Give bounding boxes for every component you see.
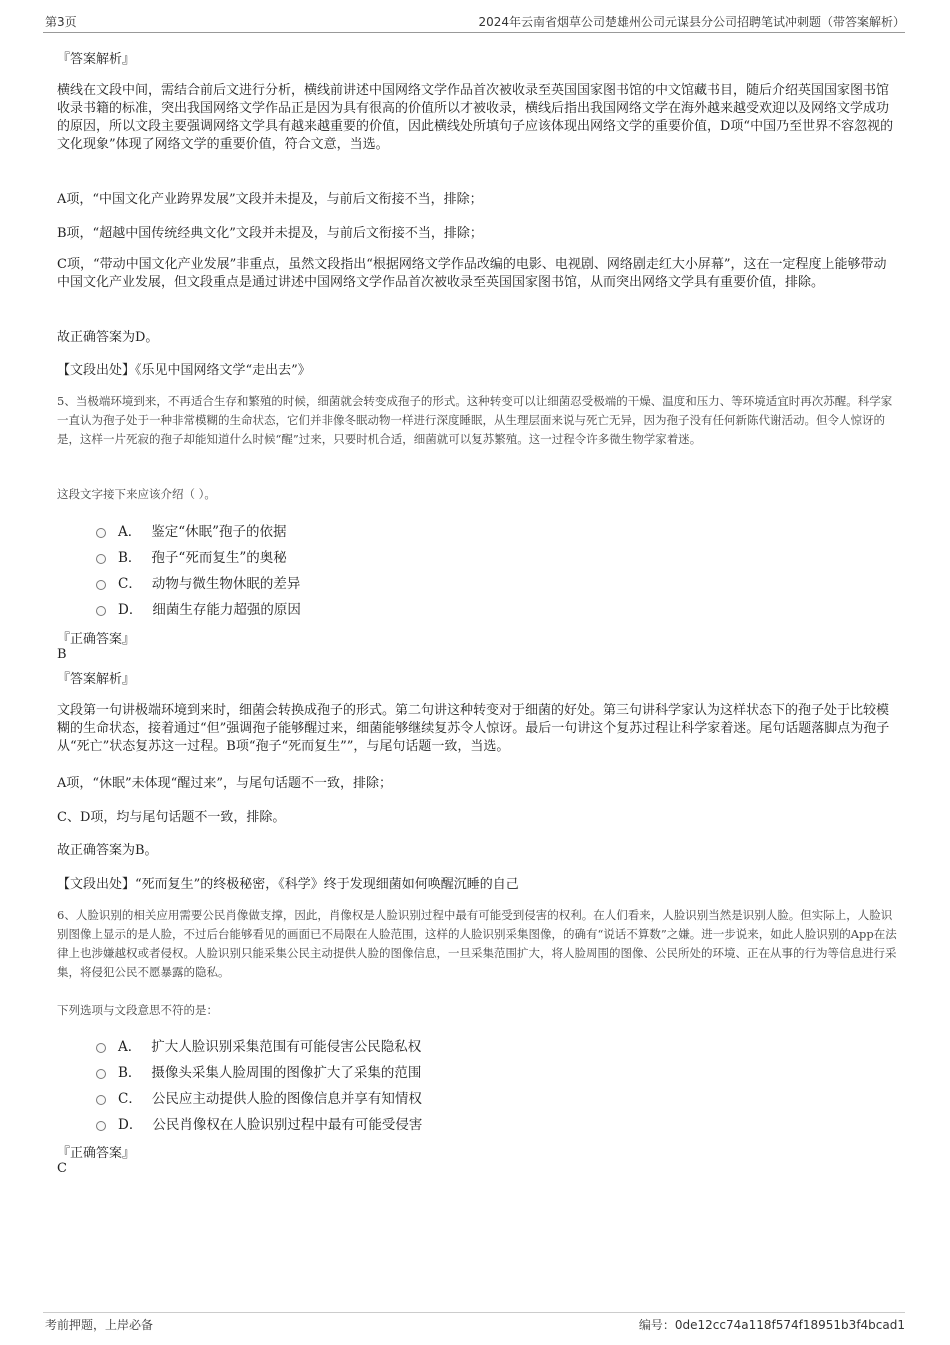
q6-option-c[interactable] <box>96 1087 422 1107</box>
q5-answer: B <box>57 647 67 662</box>
footer-slogan: 考前押题，上岸必备 <box>45 1318 154 1332</box>
q5-option-c-text: 动物与微生物休眠的差异 <box>151 576 301 592</box>
q5-question-text: 5、当极端环境到来，不再适合生存和繁殖的时候，细菌就会转变成孢子的形式。这种转变可以让细菌忍受极端的干燥、温度和压力、等环境适宜时再次苏醒。科学家一直认为孢子处于一种非常模糊的生命状态，它们并非像冬眠动物一样进行深度睡眠，从生理层面来说与死亡无异，因为孢子没有任何新陈代谢活动。但令人惊讶的是，这样一片死寂的孢子却能知道什么时候“醒”过来，只要时机合适，细菌就可以复苏繁殖。这一过程令许多微生物学家着迷。 <box>57 394 893 446</box>
q5-option-a-note: A项，“休眠”未体现“醒过来”，与尾句话题不一致，排除； <box>57 776 392 791</box>
radio-icon[interactable] <box>96 1043 106 1053</box>
q5-prompt: 这段文字接下来应该介绍（ ）。 <box>57 487 216 501</box>
q6-option-d-letter: D． <box>118 1117 143 1133</box>
document-id: 编号：0de12cc74a118f574f18951b3f4bcad1 <box>638 1318 905 1332</box>
q5-option-cd-note: C、D项，均与尾句话题不一致，排除。 <box>57 810 286 825</box>
document-title: 2024年云南省烟草公司楚雄州公司元谋县分公司招聘笔试冲刺题（带答案解析） <box>478 15 905 29</box>
q5-option-b[interactable] <box>96 546 287 566</box>
q5-option-a[interactable] <box>96 520 287 540</box>
q6-option-b-letter: B． <box>118 1065 142 1081</box>
q6-option-a-text: 扩大人脸识别采集范围有可能侵害公民隐私权 <box>151 1039 422 1055</box>
q6-prompt: 下列选项与文段意思不符的是： <box>57 1003 218 1017</box>
radio-icon[interactable] <box>96 580 106 590</box>
q6-option-d[interactable] <box>96 1113 422 1133</box>
q6-option-a-letter: A． <box>118 1039 142 1055</box>
radio-icon[interactable] <box>96 528 106 538</box>
q4-analysis-label: 『答案解析』 <box>57 52 136 67</box>
q6-option-b-text: 摄像头采集人脸周围的图像扩大了采集的范围 <box>151 1065 422 1081</box>
q5-option-d-letter: D． <box>118 602 143 618</box>
page-number: 第3页 <box>45 15 77 29</box>
q6-option-c-letter: C． <box>118 1091 142 1107</box>
q5-option-a-letter: A． <box>118 524 142 540</box>
q4-option-b-note: B项，“超越中国传统经典文化”文段并未提及，与前后文衔接不当，排除； <box>57 226 483 241</box>
q4-option-a-note: A项，“中国文化产业跨界发展”文段并未提及，与前后文衔接不当，排除； <box>57 192 483 207</box>
q5-option-c[interactable] <box>96 572 300 592</box>
q5-option-b-text: 孢子“死而复生”的奥秘 <box>151 550 287 566</box>
q5-option-a-text: 鉴定“休眠”孢子的依据 <box>151 524 287 540</box>
q4-source: 【文段出处】《乐见中国网络文学“走出去”》 <box>57 363 311 378</box>
q4-conclusion: 故正确答案为D。 <box>57 330 159 345</box>
footer-rule <box>43 1312 905 1313</box>
q5-source: 【文段出处】“死而复生”的终极秘密，《科学》终于发现细菌如何唤醒沉睡的自己 <box>57 877 519 892</box>
q5-analysis-label: 『答案解析』 <box>57 672 136 687</box>
q6-answer: C <box>57 1161 67 1176</box>
q6-option-d-text: 公民肖像权在人脸识别过程中最有可能受侵害 <box>152 1117 423 1133</box>
header-rule <box>43 32 905 33</box>
q6-answer-label: 『正确答案』 <box>57 1146 136 1161</box>
radio-icon[interactable] <box>96 606 106 616</box>
q6-question-text: 6、人脸识别的相关应用需要公民肖像做支撑，因此，肖像权是人脸识别过程中最有可能受到侵害的权利。在人们看来，人脸识别当然是识别人脸。但实际上，人脸识别图像上显示的是人脸，不过后台能够看见的画面已不局限在人脸范围，这样的人脸识别采集图像，的确有“说话不算数”之嫌。进一步说来，如此人脸识别的App在法律上也涉嫌越权或者侵权。人脸识别只能采集公民主动提供人脸的图像信息，一旦采集范围扩大，将人脸周围的图像、公民所处的环境、正在从事的行为等信息进行采集，将侵犯公民不愿暴露的隐私。 <box>57 908 897 979</box>
radio-icon[interactable] <box>96 554 106 564</box>
q6-option-b[interactable] <box>96 1061 421 1081</box>
q5-answer-label: 『正确答案』 <box>57 632 136 647</box>
q5-option-c-letter: C． <box>118 576 142 592</box>
q5-option-b-letter: B． <box>118 550 142 566</box>
q5-conclusion: 故正确答案为B。 <box>57 843 158 858</box>
q6-option-a[interactable] <box>96 1035 421 1055</box>
q5-option-d[interactable] <box>96 598 301 618</box>
q6-option-c-text: 公民应主动提供人脸的图像信息并享有知情权 <box>151 1091 422 1107</box>
q5-option-d-text: 细菌生存能力超强的原因 <box>152 602 301 618</box>
radio-icon[interactable] <box>96 1095 106 1105</box>
radio-icon[interactable] <box>96 1121 106 1131</box>
radio-icon[interactable] <box>96 1069 106 1079</box>
q5-analysis: 文段第一句讲极端环境到来时，细菌会转换成孢子的形式。第二句讲这种转变对于细菌的好处。第三句讲科学家认为这样状态下的孢子处于比较模糊的生命状态，接着通过“但”强调孢子能够醒过来，细菌能够继续复苏令人惊讶。最后一句讲这个复苏过程让科学家着迷。尾句话题落脚点为孢子从“死亡”状态复苏这一过程。B项“孢子“死而复生””，与尾句话题一致，当选。 <box>57 703 890 754</box>
q4-analysis: 横线在文段中间，需结合前后文进行分析，横线前讲述中国网络文学作品首次被收录至英国国家图书馆的中文馆藏书目，随后介绍英国国家图书馆收录书籍的标准，突出我国网络文学作品正是因为具有很高的价值所以才被收录，横线后指出我国网络文学在海外越来越受欢迎以及网络文学成功的原因，所以文段主要强调网络文学具有越来越重要的价值，因此横线处所填句子应该体现出网络文学的重要价值，D项“中国乃至世界不容忽视的文化现象”体现了网络文学的重要价值，符合文意，当选。 <box>57 83 894 152</box>
q4-option-c-note: C项，“带动中国文化产业发展”非重点，虽然文段指出“根据网络文学作品改编的电影、电视剧、网络剧走红大小屏幕”，这在一定程度上能够带动中国文化产业发展，但文段重点是通过讲述中国网络文学作品首次被收录至英国国家图书馆，从而突出网络文学具有重要价值，排除。 <box>57 257 887 290</box>
